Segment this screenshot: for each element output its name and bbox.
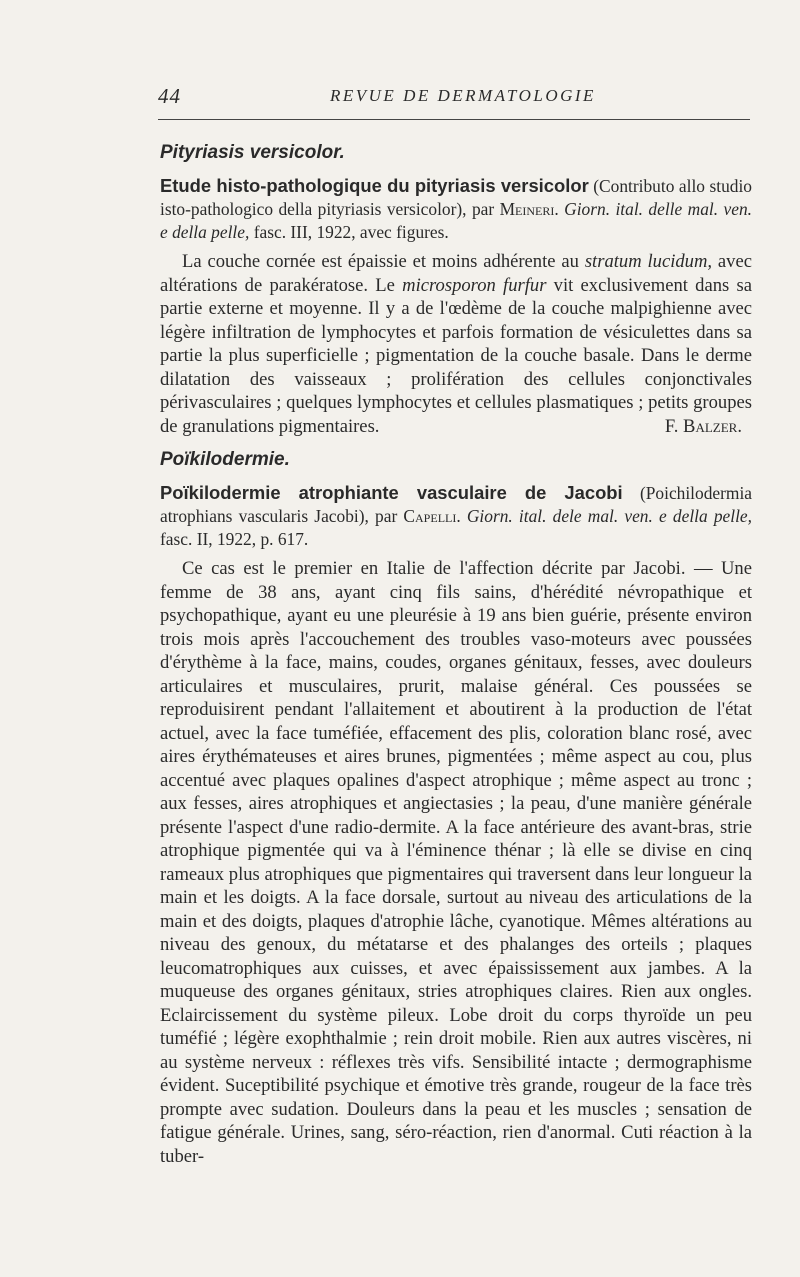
reference-detail-a: (Poichilodermia atrophians vascularis Jacobi), par xyxy=(160,483,752,526)
signature: F. Balzer. xyxy=(664,415,742,437)
reference-title: Poïkilodermie atrophiante vasculaire de Jacobi xyxy=(160,482,623,503)
header-rule xyxy=(158,119,750,120)
page-content xyxy=(160,141,752,1168)
reference-detail-c: fasc. II, 1922, p. 617. xyxy=(160,529,309,549)
page-number: 44 xyxy=(158,84,181,108)
paragraph-emphasis: microsporon furfur xyxy=(402,274,547,296)
section-title-pityriasis: Pityriasis versicolor. xyxy=(160,142,345,163)
paragraph-part: vit exclusivement dans sa partie externe et moyenne. Il y a de l'œdème de la couche malpighienne avec légère infiltration de lymphocytes et parfois formation de vésiculettes dans sa partie la plus superficielle ; pigmentation de la couche basale. Dans le derme dilatation des vaisseaux ; prolifération des cellules conjonctivales périvasculaires ; quelques lymphocytes et cellules plasmatiques ; petits groupes de granulations pigmentaires. xyxy=(160,274,752,437)
paragraph-pityriasis xyxy=(160,250,752,438)
running-head: REVUE DE DERMATOLOGIE xyxy=(330,86,596,105)
page-header xyxy=(158,84,750,114)
paragraph-part: avec altérations de parakératose. Le xyxy=(160,251,752,296)
reference-author: Capelli xyxy=(403,506,457,526)
reference-title: Etude histo-pathologique du pityriasis versicolor xyxy=(160,175,589,196)
paragraph-poikilodermie: Ce cas est le premier en Italie de l'affection décrite par Jacobi. — Une femme de 38 ans, ayant cinq fils sains, d'hérédité névropathique et psychopathique, ayant eu une pleurésie à 19 ans bien guérie, présente environ trois mois après l'accouchement des troubles vaso-moteurs avec poussées d'érythème à la face, mains, coudes, organes génitaux, fesses, avec douleurs articulaires et musculaires, prurit, malaise général. Ces poussées se reproduisirent pendant l'allaitement et aboutirent à la production de l'état actuel, avec la face tuméfiée, effacement des plis, coloration blanc rosé, avec aires érythémateuses et aires brunes, pigmentées ; même aspect au cou, plus accentué avec plaques opalines d'aspect atrophique ; même aspect au tronc ; aux fesses, aires atrophiques et angiectasies ; la peau, d'une manière générale présente l'aspect d'une radio-dermite. A la face antérieure des avant-bras, strie atrophique pigmentée qui va à l'éminence thénar ; là elle se divise en cinq rameaux plus atrophiques que pigmentaires qui traversent dans leur longueur la main et les doigts. A la face dorsale, surtout au niveau des articulations de la main et des doigts, plaques d'atrophie lâche, cyanotique. Mêmes altérations au niveau des genoux, du métatarse et des phalanges des orteils ; plaques leucomatrophiques aux cuisses, et avec épaississement aux jambes. A la muqueuse des organes génitaux, stries atrophiques claires. Rien aux ongles. Eclaircissement du système pileux. Lobe droit du corps thyroïde un peu tuméfié ; légère exophthalmie ; rein droit mobile. Rien aux autres viscères, ni au système nerveux : réflexes très vifs. Sensibilité intacte ; dermographisme évident. Suceptibilité psychique et émotive très grande, rougeur de la face très prompte avec sudation. Douleurs dans la peau et les muscles ; sensation de fatigue générale. Urines, sang, séro-réaction, rien d'anormal. Cuti réaction à la tuber- xyxy=(160,558,752,1167)
reference-poikilodermie xyxy=(160,482,752,551)
reference-detail-b: . xyxy=(456,506,467,526)
reference-journal: Giorn. ital. delle mal. ven. e della pelle, xyxy=(160,199,752,242)
paragraph-part: La couche cornée est épaissie et moins adhérente au xyxy=(182,251,585,272)
section-title-poikilodermie: Poïkilodermie. xyxy=(160,449,290,470)
paragraph-emphasis: stratum lucidum, xyxy=(584,251,713,272)
reference-author: Meineri xyxy=(499,199,555,219)
reference-detail-a: (Contributo allo studio isto-pathologico della pityriasis versicolor), par xyxy=(160,176,752,219)
reference-detail-c: fasc. III, 1922, avec figures. xyxy=(249,222,449,242)
reference-pityriasis xyxy=(160,175,752,244)
reference-detail-b: . xyxy=(554,199,565,219)
reference-journal: Giorn. ital. dele mal. ven. e della pelle, xyxy=(466,506,752,526)
